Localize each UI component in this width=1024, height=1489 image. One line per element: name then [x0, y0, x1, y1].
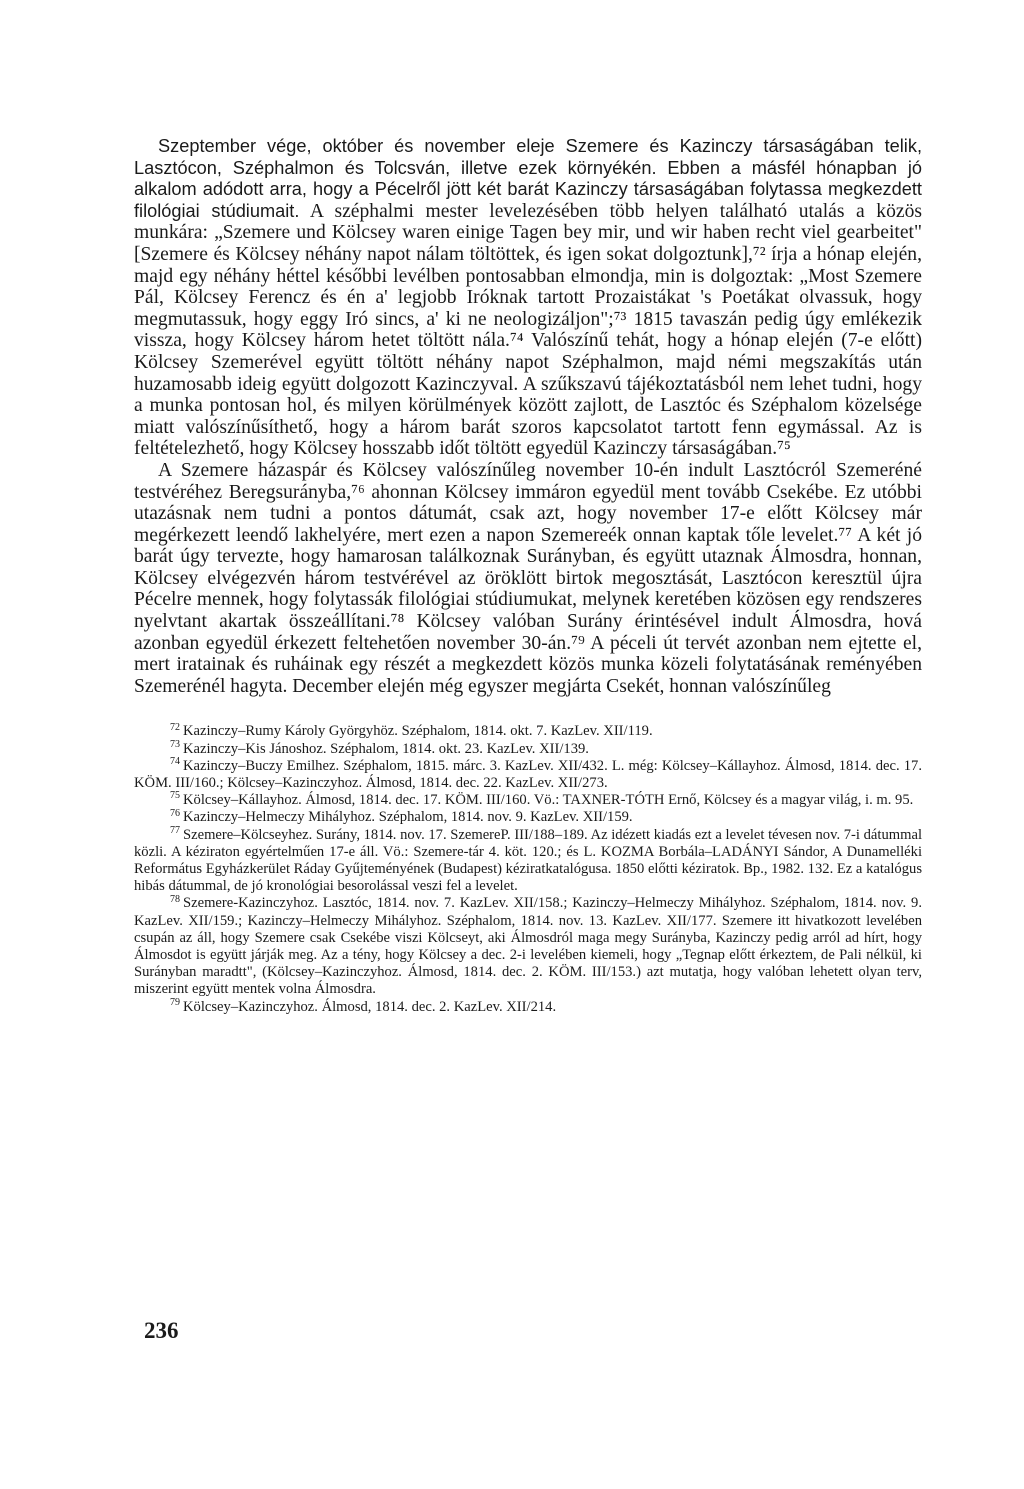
footnote-74 — [134, 755, 922, 792]
page-content — [134, 136, 922, 1426]
footnotes — [134, 723, 922, 1015]
footnote-number: 74 — [170, 755, 180, 767]
footnote-text: Kölcsey–Kazinczyhoz. Álmosd, 1814. dec. 2. KazLev. XII/214. — [183, 998, 557, 1015]
paragraph-text: A Szemere házaspár és Kölcsey valószínűleg november 10-én indult Lasztócról Szemeréné testvéréhez Beregsurányba,⁷⁶ ahonnan Kölcsey immáron egyedül ment tovább Csekébe. Ez utóbbi utazásnak nem tudni a pontos dátumát, csak azt, hogy november 17-e előtt Kölcsey már megérkezett leendő lakhelyére, mert ezen a napon Szemereék onnan kaptak tőle levelet.⁷⁷ A két jó barát úgy tervezte, hogy hamarosan találkoznak Surányban, és együtt utaznak Álmosdra, honnan, Kölcsey elvégezvén három testvérével az öröklött birtok megosztását, Lasztócon keresztül újra Pécelre mennek, hogy folytassák filológiai stúdiumukat, melynek keretében közösen egy rendszeres nyelvtant akartak összeállítani.⁷⁸ Kölcsey valóban Surány érintésével indult Álmosdra, hová azonban egyedül érkezett feltehetően november 30-án.⁷⁹ A péceli út tervét azonban nem ejtette el, mert iratainak és ruháinak egy részét a megkezdett közös munka közeli folytatásának reményében Szemerénél hagyta. December elején még egyszer megjárta Csekét, honnan valószínűleg — [134, 459, 922, 697]
footnote-number: 76 — [170, 807, 180, 819]
footnote-number: 73 — [170, 738, 180, 750]
footnote-number: 72 — [170, 721, 180, 733]
footnote-text: Kazinczy–Buczy Emilhez. Széphalom, 1815. márc. 3. KazLev. XII/432. L. még: Kölcsey–Kállayhoz. Álmosd, 1814. dec. 17. KÖM. III/160.; Kölcsey–Kazinczyhoz. Álmosd, 1814. dec. 22. KazLev. XII/273. — [134, 757, 922, 792]
footnote-text: Szemere-Kazinczyhoz. Lasztóc, 1814. nov. 7. KazLev. XII/158.; Kazinczy–Helmeczy Mihályhoz. Széphalom, 1814. nov. 9. KazLev. XII/159.; Kazinczy–Helmeczy Mihályhoz. Széphalom, 1814. nov. 13. KazLev. XII/177. Szemere itt hivatkozott levelében csupán az áll, hogy Szemere csak Csekébe viszi Kölcseyt, aki Álmosdról maga megy Surányba, Kazinczy pedig arról ad hírt, hogy Álmosdot is együtt járják meg. Az a tény, hogy Kölcsey a dec. 2-i levelében kiemeli, hogy „Tegnap előtt érkeztem, de Pali nélkül, ki Surányban maradtt", (Kölcsey–Kazinczyhoz. Álmosd, 1814. dec. 2. KÖM. III/153.) azt mutatja, hogy valóban lehetett olyan terv, miszerint együtt mentek volna Álmosdra. — [134, 895, 922, 998]
footnote-number: 78 — [170, 893, 180, 905]
body-paragraph-1 — [134, 136, 922, 460]
footnote-number: 77 — [170, 824, 180, 836]
footnote-text: Kazinczy–Rumy Károly Györgyhöz. Széphalom, 1814. okt. 7. KazLev. XII/119. — [183, 723, 653, 740]
paragraph-text: A széphalmi mester levelezésében több helyen található utalás a közös munkára: „Szemere und Kölcsey waren einige Tagen bey mir, und wir haben recht viel gearbeitet" [Szemere és Kölcsey néhány napot nálam töltöttek, és igen sokat dolgoztunk],⁷² írja a hónap elején, majd egy néhány héttel későbbi levélben pontosabban elmondja, min is dolgoztak: „Most Szemere Pál, Kölcsey Ferencz és én a' legjobb Iróknak tartott Prozaistákat 's Poetákat olvassuk, hogy megmutassuk, hogy eggy Iró sincs, a' ki ne neologizáljon";⁷³ 1815 tavaszán pedig úgy emlékezik vissza, hogy Kölcsey három hetet töltött nála.⁷⁴ Valószínű tehát, hogy a hónap elején (7-e előtt) Kölcsey Szemerével együtt töltött néhány napot Széphalmon, majd némi megszakítás után huzamosabb ideig együtt dolgozott Kazinczyval. A szűkszavú tájékoztatásból nem lehet tudni, hogy a munka pontosan hol, és milyen körülmények között zajlott, de Lasztóc és Széphalom közelsége miatt valószínűsíthető, hogy a három barát szoros kapcsolatot tartott fenn egymással. Az is feltételezhető, hogy Kölcsey hosszabb időt töltött egyedül Kazinczy társaságában.⁷⁵ — [134, 200, 922, 460]
footnote-text: Kazinczy–Helmeczy Mihályhoz. Széphalom, 1814. nov. 9. KazLev. XII/159. — [183, 809, 633, 826]
footnote-79 — [134, 996, 922, 1016]
footnote-77 — [134, 824, 922, 896]
body-paragraph-2 — [134, 460, 922, 698]
footnote-number: 75 — [170, 790, 180, 802]
footnote-76 — [134, 809, 922, 826]
paragraph-lead: Szeptember vége, október és november eleje Szemere és Kazinczy társaságában telik, Lasztócon, Széphalmon és Tolcsván, illetve ezek környékén. Ebben a másfél hónapban jó alkalom adódott arra, hogy a Pécelről jött két barát Kazinczy társaságában folytassa megkezdett filológiai stúdiumait. — [134, 136, 922, 221]
footnote-text: Kölcsey–Kállayhoz. Álmosd, 1814. dec. 17. KÖM. III/160. Vö.: TAXNER-TÓTH Ernő, Kölcsey és a magyar világ, i. m. 95. — [183, 792, 914, 809]
footnote-text: Szemere–Kölcseyhez. Surány, 1814. nov. 17. SzemereP. III/188–189. Az idézett kiadás ezt a levelet tévesen nov. 7-i dátummal közli. A kéziraton egyértelműen 17-e áll. Vö.: Szemere-tár 4. köt. 120.; és L. KOZMA Borbála–LADÁNYI Sándor, A Dunamelléki Református Egyházkerület Ráday Gyűjteményének (Budapest) kéziratkatalógusa. 1850 előtti kéziratok. Bp., 1982. 132. Ez a katalógus hibás dátummal, de jó kronológiai besorolással veszi fel a levelet. — [134, 826, 922, 895]
footnote-text: Kazinczy–Kis Jánoshoz. Széphalom, 1814. okt. 23. KazLev. XII/139. — [183, 740, 589, 757]
footnote-72 — [134, 723, 922, 740]
footnote-number: 79 — [170, 996, 180, 1008]
footnote-73 — [134, 738, 922, 758]
footnote-78 — [134, 895, 922, 998]
page-number: 236 — [144, 1318, 179, 1343]
footnote-75 — [134, 792, 922, 809]
